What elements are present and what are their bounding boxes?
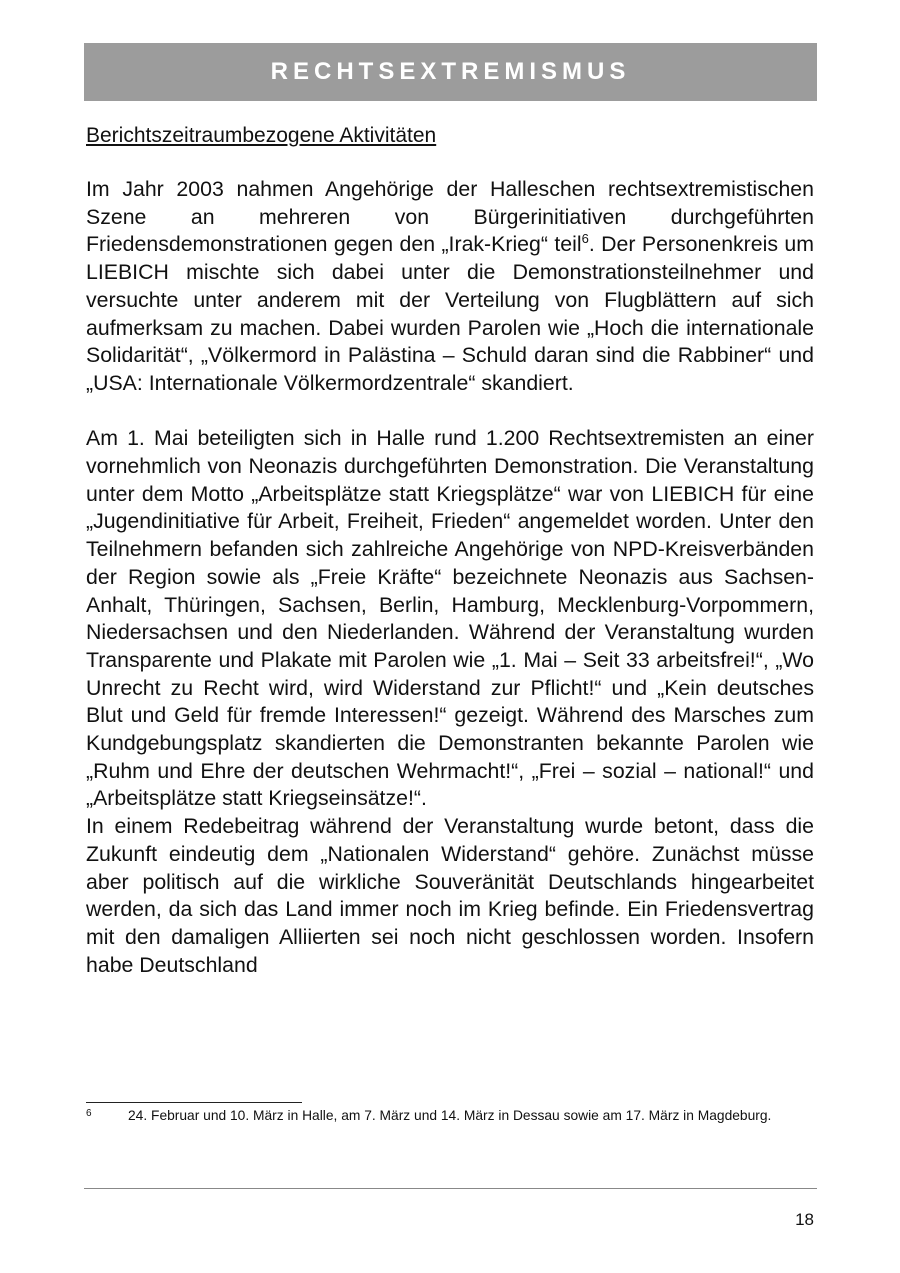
footnote-divider bbox=[86, 1102, 302, 1103]
page-number: 18 bbox=[795, 1210, 814, 1229]
body-text bbox=[86, 176, 814, 979]
paragraph-2: Am 1. Mai beteiligten sich in Halle rund 1.200 Rechtsextremisten an einer vornehmlich von Neonazis durchgeführten Demonstration. Die Veranstaltung unter dem Motto „Arbeitsplätze statt Kriegsplätze“ war von LIEBICH für eine „Jugendinitiative für Arbeit, Freiheit, Frieden“ angemeldet worden. Unter den Teilnehmern befanden sich zahlreiche Angehörige von NPD-Kreisverbänden der Region sowie als „Freie Kräfte“ bezeichnete Neonazis aus Sachsen-Anhalt, Thüringen, Sachsen, Berlin, Hamburg, Mecklenburg-Vorpommern, Niedersachsen und den Niederlanden. Während der Veranstaltung wurden Transparente und Plakate mit Parolen wie „1. Mai – Seit 33 arbeitsfrei!“, „Wo Unrecht zu Recht wird, wird Widerstand zur Pflicht!“ und „Kein deutsches Blut und Geld für fremde Interessen!“ gezeigt. Während des Marsches zum Kundgebungsplatz skandierten die Demonstranten bekannte Parolen wie „Ruhm und Ehre der deutschen Wehrmacht!“, „Frei – sozial – national!“ und „Arbeitsplätze statt Kriegseinsätze!“. bbox=[86, 426, 814, 811]
chapter-banner bbox=[84, 43, 817, 101]
paragraph-1 bbox=[86, 176, 814, 398]
footnote-number: 6 bbox=[86, 1108, 92, 1119]
paragraph-1-part-2: . Der Personenkreis um LIEBICH mischte sich dabei unter die Demonstrationsteilnehmer und versuchte unter anderem mit der Verteilung von Flugblättern auf sich aufmerksam zu machen. Dabei wurden Parolen wie „Hoch die internationale Solidarität“, „Völkermord in Palästina – Schuld daran sind die Rabbiner“ und „USA: Internationale Völkermordzentrale“ skandiert. bbox=[86, 232, 814, 395]
chapter-title: RECHTSEXTREMISMUS bbox=[270, 58, 631, 85]
paragraph-1-part-1: Im Jahr 2003 nahmen Angehörige der Halleschen rechtsextremistischen Szene an mehreren von Bürgerinitiativen durchgeführten Friedensdemonstrationen gegen den „Irak-Krieg“ teil bbox=[86, 177, 814, 257]
paragraph-3: In einem Redebeitrag während der Veranstaltung wurde betont, dass die Zukunft eindeutig dem „Nationalen Widerstand“ gehöre. Zunächst müsse aber politisch auf die wirkliche Souveränität Deutschlands hingearbeitet werden, da sich das Land immer noch im Krieg befinde. Ein Friedensvertrag mit den damaligen Alliierten sei noch nicht geschlossen worden. Insofern habe Deutschland bbox=[86, 814, 814, 977]
footnote bbox=[86, 1106, 814, 1125]
footer-divider bbox=[84, 1188, 817, 1189]
section-heading: Berichtszeitraumbezogene Aktivitäten bbox=[86, 124, 437, 147]
footnote-reference[interactable]: 6 bbox=[581, 231, 589, 247]
footnote-text: 24. Februar und 10. März in Halle, am 7. März und 14. März in Dessau sowie am 17. März in Magdeburg. bbox=[128, 1108, 772, 1123]
